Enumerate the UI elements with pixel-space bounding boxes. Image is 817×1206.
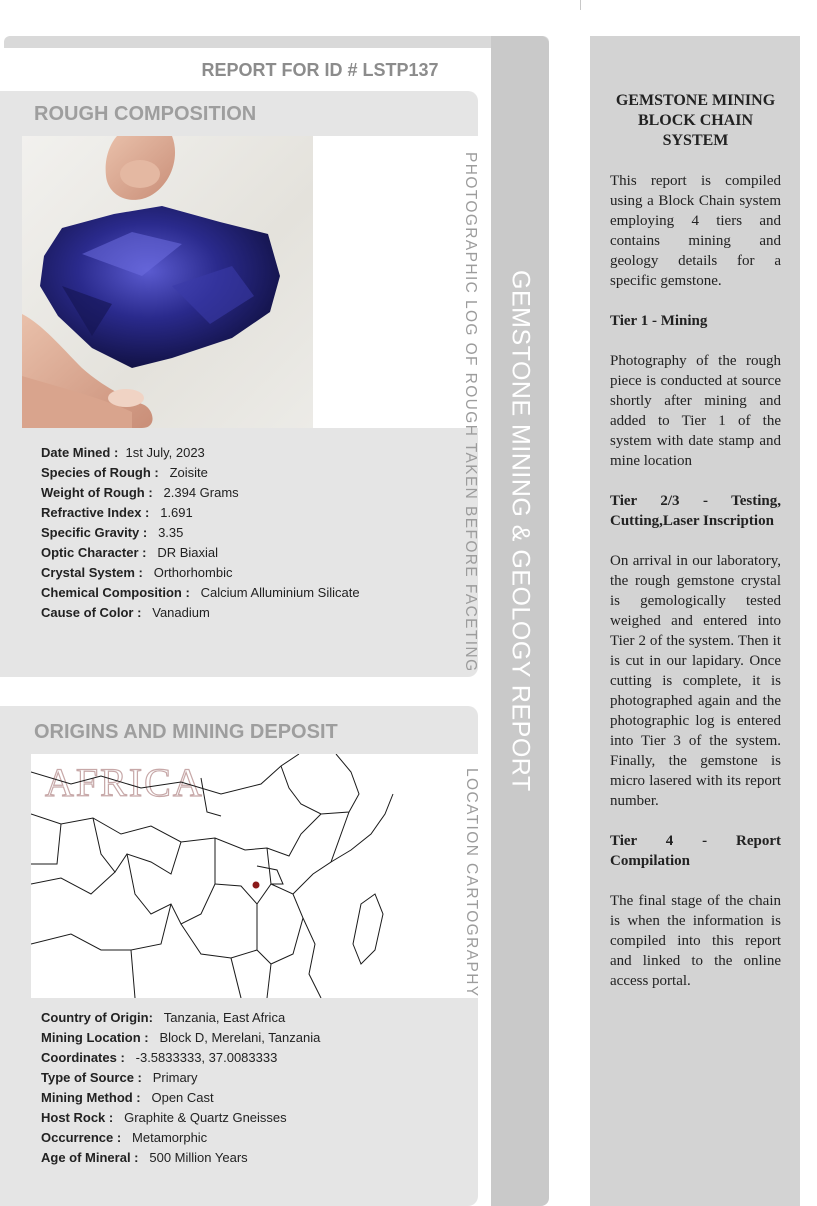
blockchain-panel-title: GEMSTONE MINING BLOCK CHAIN SYSTEM (615, 92, 776, 149)
location-cartography-caption: LOCATION CARTOGRAPHY (463, 768, 480, 998)
gemstone-illustration (22, 136, 313, 428)
detail-label: Mining Method : (41, 1090, 141, 1105)
top-divider-tick (580, 0, 581, 10)
detail-label: Chemical Composition : (41, 585, 190, 600)
tier-1-heading: Tier 1 - Mining (610, 313, 708, 329)
detail-label: Specific Gravity : (41, 525, 148, 540)
detail-value: DR Biaxial (157, 545, 219, 560)
detail-row-host-rock (41, 1108, 320, 1128)
blockchain-intro-text: This report is compiled using a Block Chain system employing 4 tiers and contains mining and geology details for a specific gemstone. (610, 173, 781, 289)
rough-details-list (41, 443, 360, 623)
detail-row-age-of-mineral (41, 1148, 320, 1168)
detail-value: 1.691 (160, 505, 193, 520)
detail-row-mining-method (41, 1088, 320, 1108)
detail-row-coordinates (41, 1048, 320, 1068)
detail-label: Type of Source : (41, 1070, 142, 1085)
detail-label: Cause of Color : (41, 605, 142, 620)
detail-value: Open Cast (151, 1090, 214, 1105)
detail-value: 500 Million Years (149, 1150, 248, 1165)
detail-value: Calcium Alluminium Silicate (200, 585, 360, 600)
detail-label: Species of Rough : (41, 465, 159, 480)
rough-gemstone-photo (22, 136, 313, 428)
detail-row-weight (41, 483, 360, 503)
mine-location-marker (253, 882, 260, 889)
detail-value: Zoisite (169, 465, 208, 480)
report-id-title: REPORT FOR ID # LSTP137 (201, 60, 439, 80)
detail-label: Host Rock : (41, 1110, 114, 1125)
africa-map (31, 754, 478, 998)
detail-label: Crystal System : (41, 565, 143, 580)
rough-composition-heading: ROUGH COMPOSITION (34, 103, 257, 125)
detail-value: Primary (152, 1070, 198, 1085)
detail-label: Age of Mineral : (41, 1150, 139, 1165)
detail-value: Tanzania, East Africa (163, 1010, 286, 1025)
detail-label: Occurrence : (41, 1130, 122, 1145)
detail-row-refractive-index (41, 503, 360, 523)
vertical-report-title: GEMSTONE MINING & GEOLOGY REPORT (506, 270, 535, 792)
detail-row-country (41, 1008, 320, 1028)
detail-value: -3.5833333, 37.0083333 (135, 1050, 278, 1065)
origins-details-list (41, 1008, 320, 1168)
detail-value: Graphite & Quartz Gneisses (124, 1110, 287, 1125)
tier-4-text: The final stage of the chain is when the information is compiled into this report and linked to the online access portal. (610, 893, 781, 989)
detail-value: Orthorhombic (153, 565, 233, 580)
detail-row-species (41, 463, 360, 483)
detail-value: 1st July, 2023 (125, 445, 205, 460)
detail-label: Refractive Index : (41, 505, 150, 520)
detail-label: Weight of Rough : (41, 485, 153, 500)
blockchain-info-panel (590, 36, 800, 1206)
detail-value: Metamorphic (132, 1130, 208, 1145)
detail-row-date-mined (41, 443, 360, 463)
tier-4-heading: Tier 4 - Report Compilation (610, 833, 781, 869)
detail-label: Coordinates : (41, 1050, 125, 1065)
detail-value: Block D, Merelani, Tanzania (159, 1030, 321, 1045)
detail-row-cause-of-color (41, 603, 360, 623)
detail-value: 2.394 Grams (163, 485, 239, 500)
detail-label: Optic Character : (41, 545, 147, 560)
detail-row-crystal-system (41, 563, 360, 583)
blockchain-info-content (610, 91, 781, 1011)
detail-row-occurrence (41, 1128, 320, 1148)
photographic-log-caption: PHOTOGRAPHIC LOG OF ROUGH TAKEN BEFORE FACETING (462, 152, 479, 673)
detail-value: Vanadium (152, 605, 210, 620)
detail-row-mining-location (41, 1028, 320, 1048)
detail-value: 3.35 (158, 525, 184, 540)
tier-1-text: Photography of the rough piece is conducted at source shortly after mining and added to Tier 1 of the system with date stamp and mine location (610, 353, 781, 469)
tier-2-3-text: On arrival in our laboratory, the rough gemstone crystal is gemologically tested weighed and entered into Tier 2 of the system. Then it is cut in our lapidary. Once cutting is complete, it is photographed again and the photographic log is entered into Tier 3 of the system. Finally, the gemstone is micro lasered with its report number. (610, 553, 781, 809)
vertical-title-wrapper (491, 36, 549, 1206)
origins-heading: ORIGINS AND MINING DEPOSIT (34, 721, 338, 743)
detail-row-type-of-source (41, 1068, 320, 1088)
detail-label: Country of Origin: (41, 1010, 153, 1025)
detail-label: Date Mined : (41, 445, 119, 460)
map-label-africa: AFRICA (45, 760, 204, 805)
detail-label: Mining Location : (41, 1030, 149, 1045)
tier-2-3-heading: Tier 2/3 - Testing, Cutting,Laser Inscription (610, 493, 781, 529)
detail-row-specific-gravity (41, 523, 360, 543)
map-illustration (31, 754, 478, 998)
detail-row-chemical-composition (41, 583, 360, 603)
detail-row-optic-character (41, 543, 360, 563)
top-header-bar (4, 36, 549, 48)
